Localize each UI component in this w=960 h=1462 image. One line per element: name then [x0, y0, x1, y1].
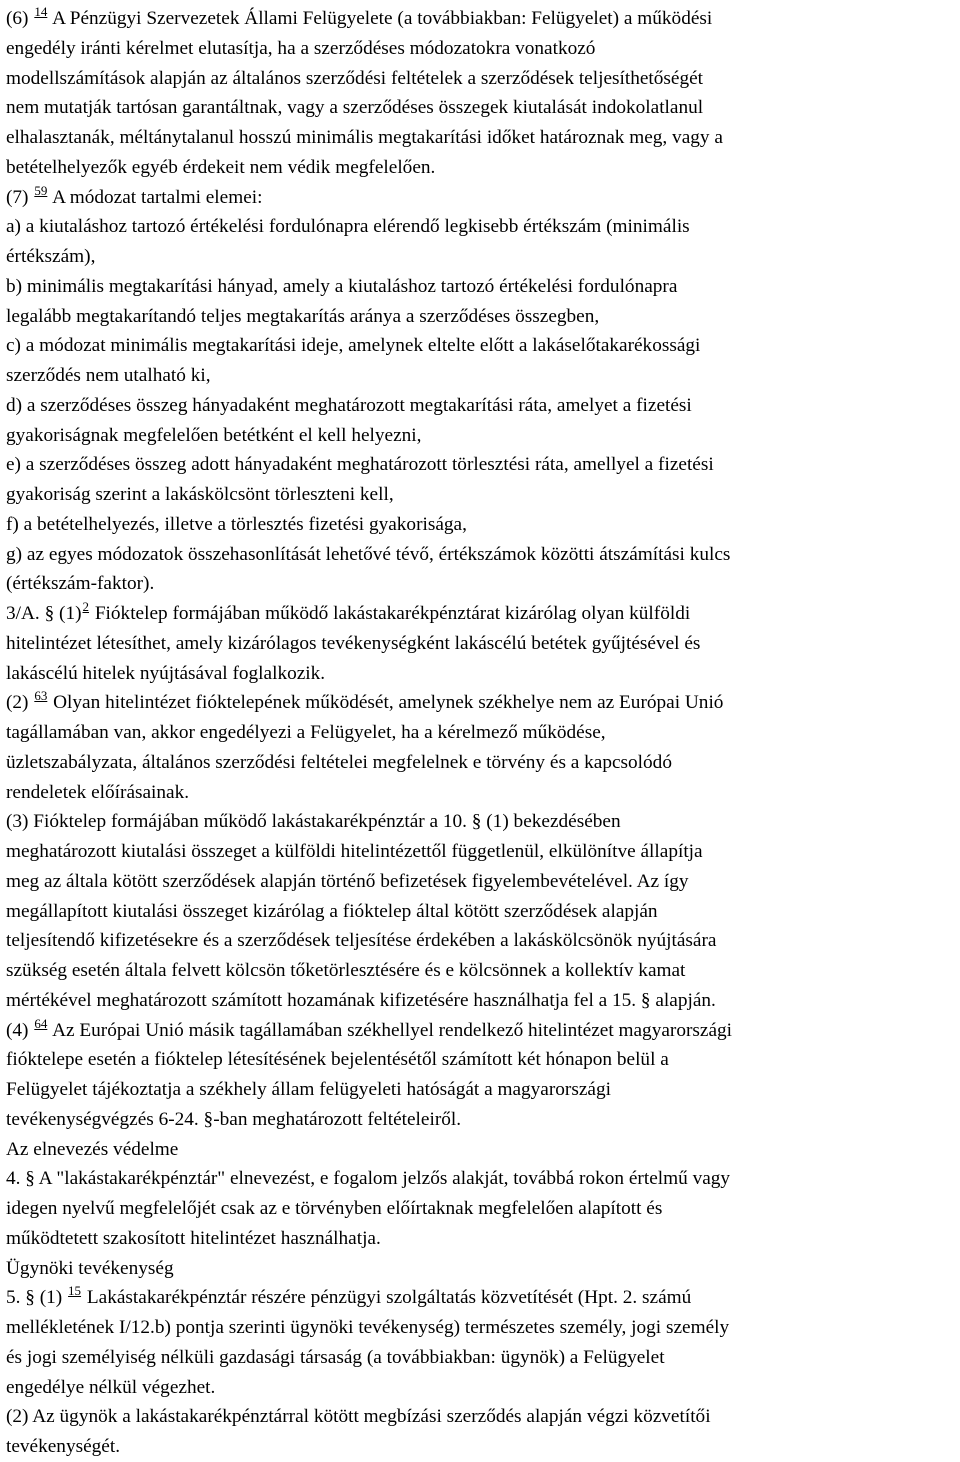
line-text: hitelintézet létesíthet, amely kizárólagos tevékenységként lakáscélú betétek gyűjtésével és: [6, 632, 701, 654]
line-text: nem mutatják tartósan garantáltnak, vagy a szerződéses összegek kiutalását indokolatlanul: [6, 97, 704, 119]
line-text: d) a szerződéses összeg hányadaként meghatározott megtakarítási ráta, amelyet a fizetési: [6, 394, 692, 416]
footnote-reference[interactable]: 59: [34, 182, 48, 198]
text-line: [6, 302, 946, 332]
text-line: [6, 421, 946, 451]
line-text: gyakoriságnak megfelelően betétként el kell helyezni,: [6, 424, 422, 446]
text-line: [6, 510, 946, 540]
line-text: tevékenységvégzés 6-24. §-ban meghatározott feltételeiről.: [6, 1108, 462, 1130]
line-text: (2) Az ügynök a lakástakarékpénztárral kötött megbízási szerződés alapján végzi közvetítői: [6, 1406, 711, 1428]
text-line: [6, 748, 946, 778]
footnote-reference[interactable]: 63: [34, 688, 48, 704]
line-text: Ügynöki tevékenység: [6, 1257, 174, 1279]
line-text: Az Európai Unió másik tagállamában székhellyel rendelkező hitelintézet magyarországi: [48, 1019, 732, 1041]
text-line: [6, 807, 946, 837]
text-line: [6, 1075, 946, 1105]
line-prefix: (7): [6, 186, 34, 208]
text-line: [6, 361, 946, 391]
line-text: értékszám),: [6, 246, 96, 267]
text-line: [6, 1254, 946, 1284]
line-text: (értékszám-faktor).: [6, 573, 155, 595]
line-text: fióktelepe esetén a fióktelep létesítésének bejelentésétől számított két hónapon belül a: [6, 1049, 669, 1071]
line-text: engedély iránti kérelmet elutasítja, ha a szerződéses módozatokra vonatkozó: [6, 37, 596, 59]
line-text: mellékletének I/12.b) pontja szerinti ügynöki tevékenység) természetes személy, jogi személy: [6, 1317, 730, 1338]
text-line: [6, 599, 946, 629]
text-line: [6, 540, 946, 570]
footnote-reference[interactable]: 15: [68, 1283, 82, 1299]
line-text: üzletszabályzata, általános szerződési feltételei megfelelnek e törvény és a kapcsolódó: [6, 751, 672, 773]
line-text: b) minimális megtakarítási hányad, amely a kiutaláshoz tartozó értékelési fordulónapra: [6, 275, 678, 297]
text-line: [6, 837, 946, 867]
line-text: betételhelyezők egyéb érdekeit nem védik megfelelően.: [6, 156, 436, 178]
line-text: rendeletek előírásainak.: [6, 781, 190, 803]
text-line: [6, 1343, 946, 1373]
text-line: [6, 1432, 946, 1462]
line-prefix: (6): [6, 8, 34, 29]
line-text: Fióktelep formájában működő lakástakarékpénztárat kizárólag olyan külföldi: [90, 603, 691, 624]
text-line: [6, 450, 946, 480]
footnote-reference[interactable]: 14: [34, 4, 48, 19]
text-line: [6, 123, 946, 153]
line-text: működtetett szakosított hitelintézet használhatja.: [6, 1227, 381, 1249]
line-text: a) a kiutaláshoz tartozó értékelési fordulónapra elérendő legkisebb értékszám (minimális: [6, 216, 690, 238]
text-line: [6, 153, 946, 183]
text-line: [6, 1283, 946, 1313]
text-line: [6, 986, 946, 1016]
line-text: modellszámítások alapján az általános szerződési feltételek a szerződések teljesíthetőségét: [6, 67, 704, 89]
line-text: szerződés nem utalható ki,: [6, 365, 211, 386]
line-text: elhalasztanák, méltánytalanul hosszú minimális megtakarítási időket határoznak meg, vagy a: [6, 127, 723, 148]
line-text: tagállamában van, akkor engedélyezi a Felügyelet, ha a kérelmező működése,: [6, 722, 606, 743]
text-line: [6, 688, 946, 718]
line-text: Felügyelet tájékoztatja a székhely állam felügyeleti hatóságát a magyarországi: [6, 1079, 611, 1100]
line-prefix: (4): [6, 1019, 34, 1041]
text-line: [6, 1373, 946, 1403]
line-text: f) a betételhelyezés, illetve a törlesztés fizetési gyakorisága,: [6, 513, 467, 535]
line-text: Az elnevezés védelme: [6, 1138, 179, 1160]
text-line: [6, 212, 946, 242]
text-line: [6, 778, 946, 808]
text-line: [6, 93, 946, 123]
line-text: Lakástakarékpénztár részére pénzügyi szolgáltatás közvetítését (Hpt. 2. számú: [82, 1287, 692, 1309]
text-line: [6, 1045, 946, 1075]
line-text: meg az általa kötött szerződések alapján történő befizetések figyelembevételével. Az így: [6, 870, 689, 892]
footnote-reference[interactable]: 64: [34, 1015, 48, 1031]
line-text: megállapított kiutalási összeget kizárólag a fióktelep által kötött szerződések alapján: [6, 900, 658, 922]
line-text: és jogi személyiség nélküli gazdasági társaság (a továbbiakban: ügynök) a Felügyelet: [6, 1346, 665, 1368]
line-text: A módozat tartalmi elemei:: [48, 186, 263, 208]
line-text: e) a szerződéses összeg adott hányadaként meghatározott törlesztési ráta, amellyel a fizetési: [6, 454, 714, 476]
line-text: legalább megtakarítandó teljes megtakarítás aránya a szerződéses összegben,: [6, 305, 600, 327]
line-text: A Pénzügyi Szervezetek Állami Felügyelete (a továbbiakban: Felügyelet) a működési: [48, 8, 713, 29]
line-text: lakáscélú hitelek nyújtásával foglalkozik.: [6, 662, 326, 684]
text-line: [6, 34, 946, 64]
text-line: [6, 718, 946, 748]
line-text: Olyan hitelintézet fióktelepének működését, amelynek székhelye nem az Európai Unió: [48, 692, 724, 714]
text-line: [6, 391, 946, 421]
text-line: [6, 926, 946, 956]
text-line: [6, 956, 946, 986]
line-text: g) az egyes módozatok összehasonlítását lehetővé tévő, értékszámok közötti átszámítási kulcs: [6, 543, 731, 565]
line-text: teljesítendő kifizetésekre és a szerződések teljesítése érdekében a lakáskölcsönök nyújtására: [6, 930, 717, 952]
text-line: [6, 629, 946, 659]
text-line: [6, 569, 946, 599]
text-line: [6, 1224, 946, 1254]
line-text: mértékével meghatározott számított hozamának kifizetésére használhatja fel a 15. § alapján.: [6, 989, 716, 1011]
line-prefix: (2): [6, 692, 34, 714]
text-line: [6, 1194, 946, 1224]
text-line: [6, 1402, 946, 1432]
text-line: [6, 331, 946, 361]
line-prefix: 5. § (1): [6, 1287, 68, 1309]
line-text: 4. § A "lakástakarékpénztár" elnevezést, e fogalom jelzős alakját, továbbá rokon értelmű vagy: [6, 1168, 731, 1190]
text-line: [6, 480, 946, 510]
text-line: [6, 1313, 946, 1343]
line-text: tevékenységét.: [6, 1436, 121, 1457]
text-line: [6, 183, 946, 213]
text-line: [6, 867, 946, 897]
line-text: gyakoriság szerint a lakáskölcsönt törleszteni kell,: [6, 484, 394, 505]
line-text: (3) Fióktelep formájában működő lakástakarékpénztár a 10. § (1) bekezdésében: [6, 811, 621, 833]
text-line: [6, 242, 946, 272]
text-line: [6, 897, 946, 927]
line-text: meghatározott kiutalási összeget a külföldi hitelintézettől függetlenül, elkülönítve állapítja: [6, 841, 703, 862]
line-text: c) a módozat minimális megtakarítási ideje, amelynek eltelte előtt a lakáselőtakarékossági: [6, 335, 701, 357]
line-text: szükség esetén általa felvett kölcsön tőketörlesztésére és e kölcsönnek a kollektív kamat: [6, 960, 686, 981]
line-text: idegen nyelvű megfelelőjét csak az e törvényben előírtaknak megfelelően alapított és: [6, 1198, 663, 1219]
text-line: [6, 272, 946, 302]
text-line: [6, 1105, 946, 1135]
text-line: [6, 4, 946, 34]
line-prefix: 3/A. § (1): [6, 603, 82, 624]
text-line: [6, 64, 946, 94]
text-line: [6, 1164, 946, 1194]
footnote-reference[interactable]: 2: [82, 599, 90, 614]
text-line: [6, 659, 946, 689]
text-line: [6, 1135, 946, 1165]
text-line: [6, 1016, 946, 1046]
line-text: engedélye nélkül végezhet.: [6, 1376, 216, 1398]
